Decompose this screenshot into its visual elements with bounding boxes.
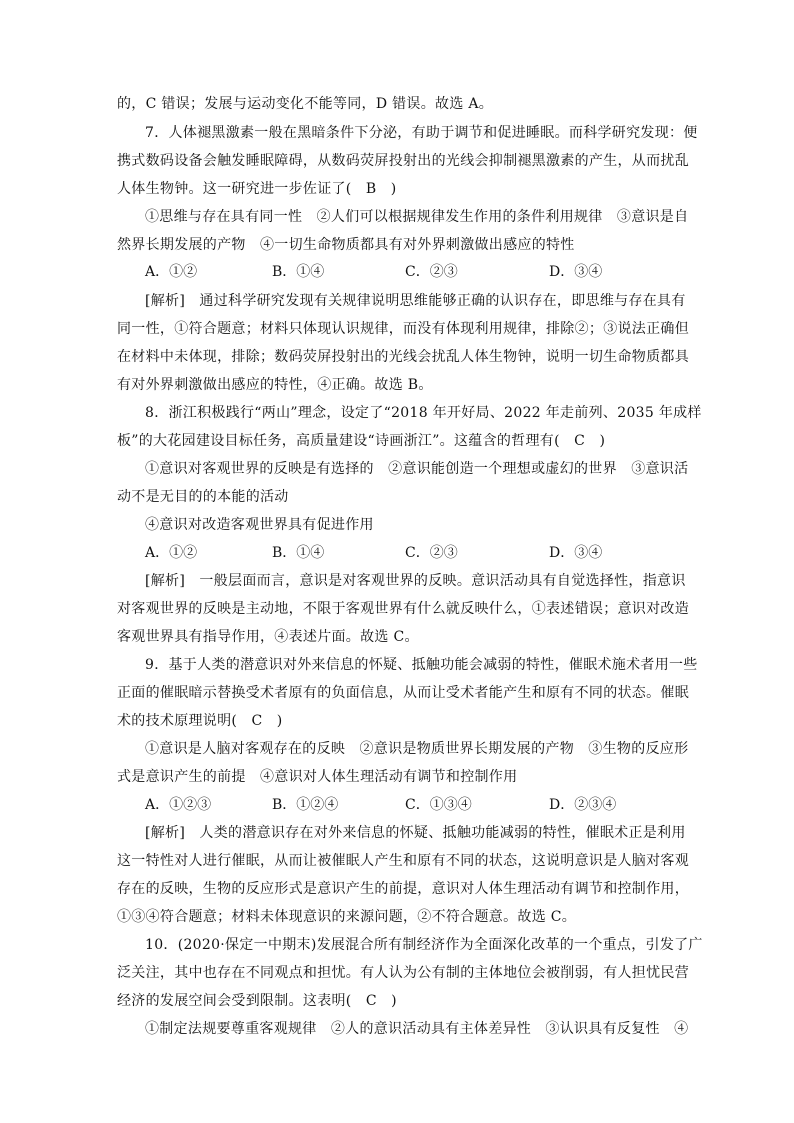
option-b: B．①②④ xyxy=(272,797,339,813)
question-7-explanation: [解析] 通过科学研究发现有关规律说明思维能够正确的认识存在，即思维与存在具有 xyxy=(145,293,686,309)
question-8-statement: 动不是无目的的本能的活动 xyxy=(117,489,289,505)
option-d: D．③④ xyxy=(549,545,603,561)
question-9-statement: ①意识是人脑对客观存在的反映 ②意识是物质世界长期发展的产物 ③生物的反应形 xyxy=(145,741,689,757)
question-7-stem: 7．人体褪黑激素一般在黑暗条件下分泌，有助于调节和促进睡眠。而科学研究发现：便 xyxy=(145,125,698,141)
question-7-stem: 人体生物钟。这一研究进一步佐证了( B ) xyxy=(117,181,397,197)
question-8-explanation: [解析] 一般层面而言，意识是对客观世界的反映。意识活动具有自觉选择性，指意识 xyxy=(145,573,686,589)
option-c: C．②③ xyxy=(405,264,458,280)
question-9-explanation: ①③④符合题意；材料未体现意识的来源问题，②不符合题意。故选 C。 xyxy=(117,909,577,925)
question-10-stem: 10．(2020·保定一中期末)发展混合所有制经济作为全面深化改革的一个重点，引发了广 xyxy=(145,937,703,953)
option-d: D．②③④ xyxy=(549,797,617,813)
question-8-stem: 8．浙江积极践行“两山”理念，设定了“2018 年开好局、2022 年走前列、2035 年成样 xyxy=(145,405,702,421)
option-d: D．③④ xyxy=(549,264,603,280)
question-9-stem: 术的技术原理说明( C ) xyxy=(117,713,283,729)
question-8-explanation: 客观世界具有指导作用，④表述片面。故选 C。 xyxy=(117,629,419,645)
question-7-statement: 然界长期发展的产物 ④一切生命物质都具有对外界刺激做出感应的特性 xyxy=(117,237,575,253)
option-b: B．①④ xyxy=(272,545,325,561)
question-8-explanation: 对客观世界的反映是主动地，不限于客观世界有什么就反映什么，①表述错误；意识对改造 xyxy=(117,601,689,617)
question-8-statement: ①意识对客观世界的反映是有选择的 ②意识能创造一个理想或虚幻的世界 ③意识活 xyxy=(145,461,689,477)
question-9-stem: 9．基于人类的潜意识对外来信息的怀疑、抵触功能会减弱的特性，催眠术施术者用一些 xyxy=(145,657,698,673)
option-b: B．①④ xyxy=(272,264,325,280)
question-8-stem: 板”的大花园建设目标任务，高质量建设“诗画浙江”。这蕴含的哲理有( C ) xyxy=(117,433,606,449)
question-10-statement: ①制定法规要尊重客观规律 ②人的意识活动具有主体差异性 ③认识具有反复性 ④ xyxy=(145,1021,689,1037)
option-c: C．①③④ xyxy=(405,797,472,813)
question-10-stem: 经济的发展空间会受到限制。这表明( C ) xyxy=(117,993,397,1009)
question-9-stem: 正面的催眠暗示替换受术者原有的负面信息，从而让受术者能产生和原有不同的状态。催眠 xyxy=(117,685,689,701)
question-9-explanation: 这一特性对人进行催眠，从而让被催眠人产生和原有不同的状态，这说明意识是人脑对客观 xyxy=(117,853,689,869)
option-a: A．①②③ xyxy=(145,797,212,813)
question-7-explanation: 在材料中未体现，排除；数码荧屏投射出的光线会扰乱人体生物钟，说明一切生命物质都具 xyxy=(117,349,689,365)
question-7-explanation: 有对外界刺激做出感应的特性，④正确。故选 B。 xyxy=(117,377,433,393)
question-7-explanation: 同一性，①符合题意；材料只体现认识规律，而没有体现利用规律，排除②；③说法正确但 xyxy=(117,321,689,337)
option-a: A．①② xyxy=(145,545,198,561)
question-8-statement: ④意识对改造客观世界具有促进作用 xyxy=(145,517,374,533)
question-7-stem: 携式数码设备会触发睡眠障碍，从数码荧屏投射出的光线会抑制褪黑激素的产生，从而扰乱 xyxy=(117,153,689,169)
question-7-statement: ①思维与存在具有同一性 ②人们可以根据规律发生作用的条件利用规律 ③意识是自 xyxy=(145,209,689,225)
option-c: C．②③ xyxy=(405,545,458,561)
text-line: 的，C 错误；发展与运动变化不能等同，D 错误。故选 A。 xyxy=(117,96,494,112)
option-a: A．①② xyxy=(145,264,198,280)
question-9-explanation: [解析] 人类的潜意识存在对外来信息的怀疑、抵触功能减弱的特性，催眠术正是利用 xyxy=(145,825,686,841)
question-10-stem: 泛关注，其中也存在不同观点和担忧。有人认为公有制的主体地位会被削弱，有人担忧民营 xyxy=(117,965,689,981)
question-9-statement: 式是意识产生的前提 ④意识对人体生理活动有调节和控制作用 xyxy=(117,769,518,785)
question-9-explanation: 存在的反映，生物的反应形式是意识产生的前提，意识对人体生理活动有调节和控制作用， xyxy=(117,881,689,897)
